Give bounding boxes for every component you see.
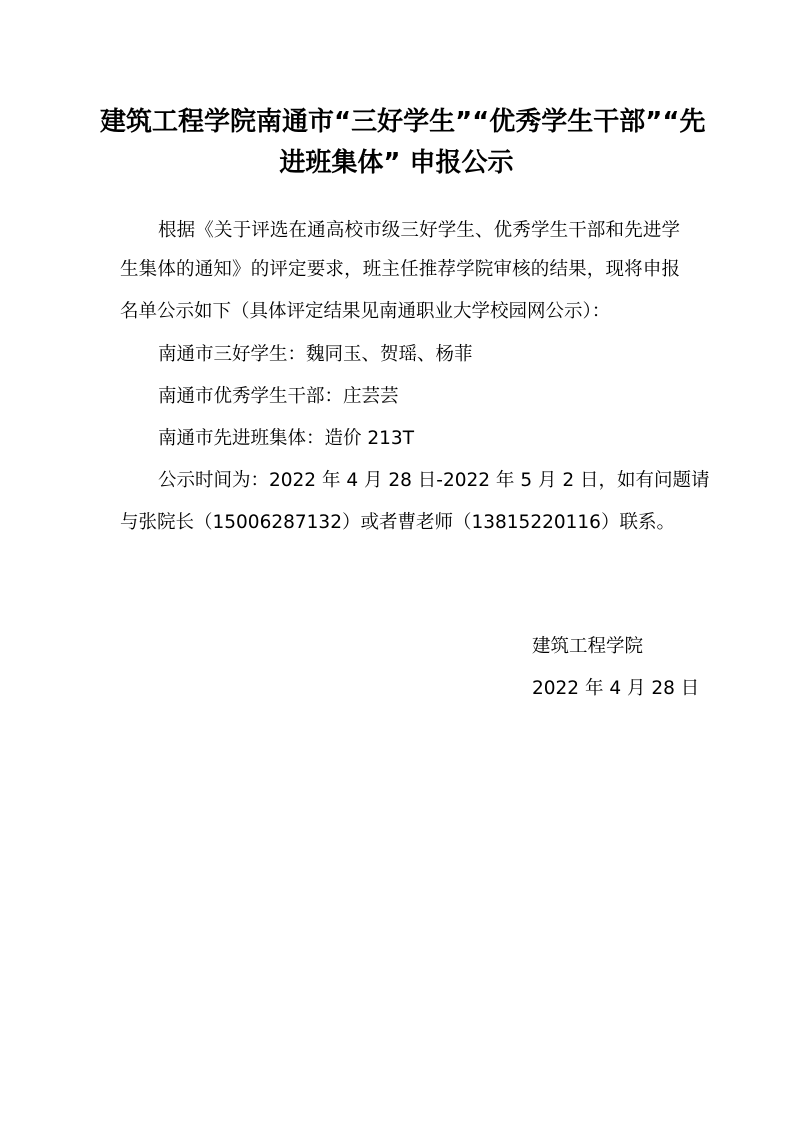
intro-paragraph-line-1: 根据《关于评选在通高校市级三好学生、优秀学生干部和先进学 xyxy=(158,220,680,241)
document-title-line-1: 建筑工程学院南通市“三好学生”“优秀学生干部”“先 xyxy=(100,107,706,137)
list-item-sanhao-xuesheng: 南通市三好学生：魏同玉、贺瑶、杨菲 xyxy=(158,344,473,365)
list-item-youxiu-ganbu: 南通市优秀学生干部：庄芸芸 xyxy=(158,386,399,407)
list-item-xianjin-jiti: 南通市先进班集体：造价 213T xyxy=(158,428,414,449)
document-title-line-2: 进班集体” 申报公示 xyxy=(279,148,514,178)
notice-line-1: 公示时间为：2022 年 4 月 28 日-2022 年 5 月 2 日，如有问题请 xyxy=(158,470,710,491)
notice-line-2: 与张院长（15006287132）或者曹老师（13815220116）联系。 xyxy=(120,512,675,533)
intro-paragraph-line-2: 生集体的通知》的评定要求，班主任推荐学院审核的结果，现将申报 xyxy=(120,259,680,280)
signature-organization: 建筑工程学院 xyxy=(532,636,644,657)
intro-paragraph-line-3: 名单公示如下（具体评定结果见南通职业大学校园网公示）： xyxy=(120,301,611,322)
signature-date: 2022 年 4 月 28 日 xyxy=(532,678,700,699)
